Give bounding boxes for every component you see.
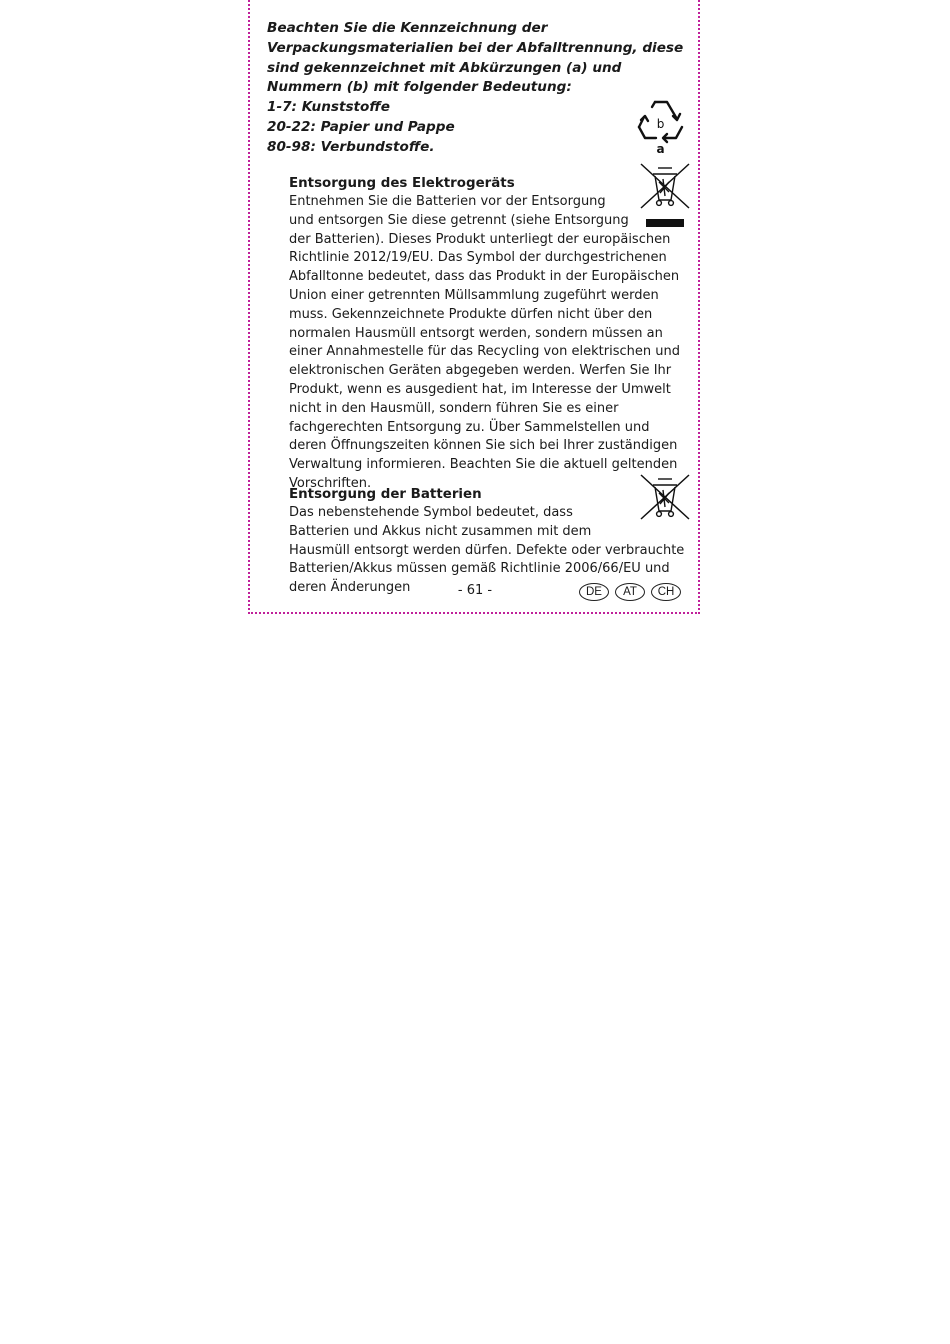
country-badge-at: AT (615, 583, 645, 601)
svg-text:b: b (656, 117, 665, 131)
packaging-line: Beachten Sie die Kennzeichnung der (267, 20, 548, 36)
code-paper: 20-22: Papier und Pappe (267, 118, 455, 135)
packaging-line: sind gekennzeichnet mit Abkürzungen (a) und (267, 59, 622, 76)
code-plastics: 1-7: Kunststoffe (267, 99, 390, 116)
battery-disposal-heading: Entsorgung der Batterien (289, 487, 482, 502)
packaging-line: Verpackungsmaterialien bei der Abfalltrennung, diese (267, 39, 684, 56)
code-composites: 80-98: Verbundstoffe. (267, 138, 435, 155)
crossed-out-battery-bin-icon (639, 473, 691, 523)
packaging-notice (267, 19, 687, 158)
device-disposal-heading: Entsorgung des Elektrogeräts (289, 176, 515, 191)
battery-disposal-text: Das nebenstehende Symbol bedeutet, dass Batterien und Akkus nicht zusammen mit dem Hausmüll entsorgt werden dürfen. Defekte oder verbrauchte Batterien/Akkus müssen gemäß Richtlinie 2006/66/EU und deren Änderungen (289, 505, 685, 596)
device-disposal-text: Entnehmen Sie die Batterien vor der Entsorgung und entsorgen Sie diese getrennt (siehe Entsorgung der Batterien). Dieses Produkt unterliegt der europäischen Richtlinie 2012/19/EU. Das Symbol der durchgestrichenen Abfalltonne bedeutet, dass das Produkt in der Europäischen Union einer getrennten Müllsammlung zugeführt werden muss. Gekennzeichnete Produkte dürfen nicht über den normalen Hausmüll entsorgt werden, sondern müssen an einer Annahmestelle für das Recycling von elektrischen und elektronischen Geräten abgegeben werden. Werfen Sie Ihr Produkt, wenn es ausgedient hat, im Interesse der Umwelt nicht in den Hausmüll, sondern führen Sie es einer fachgerechten Entsorgung zu. Über Sammelstellen und deren Öffnungszeiten können Sie sich bei Ihrer zuständigen Verwaltung informieren. Beachten Sie die aktuell geltenden Vorschriften. (289, 194, 680, 491)
svg-text:a: a (656, 142, 665, 156)
country-badge-de: DE (579, 583, 609, 601)
device-disposal-section (289, 174, 685, 494)
country-badges (579, 583, 687, 602)
country-badge-ch: CH (651, 583, 681, 601)
crossed-out-bin-icon (639, 162, 691, 230)
recycling-triangle-icon (636, 97, 686, 155)
page-number: - 61 - (457, 583, 493, 598)
packaging-line: Nummern (b) mit folgender Bedeutung: (267, 79, 572, 96)
